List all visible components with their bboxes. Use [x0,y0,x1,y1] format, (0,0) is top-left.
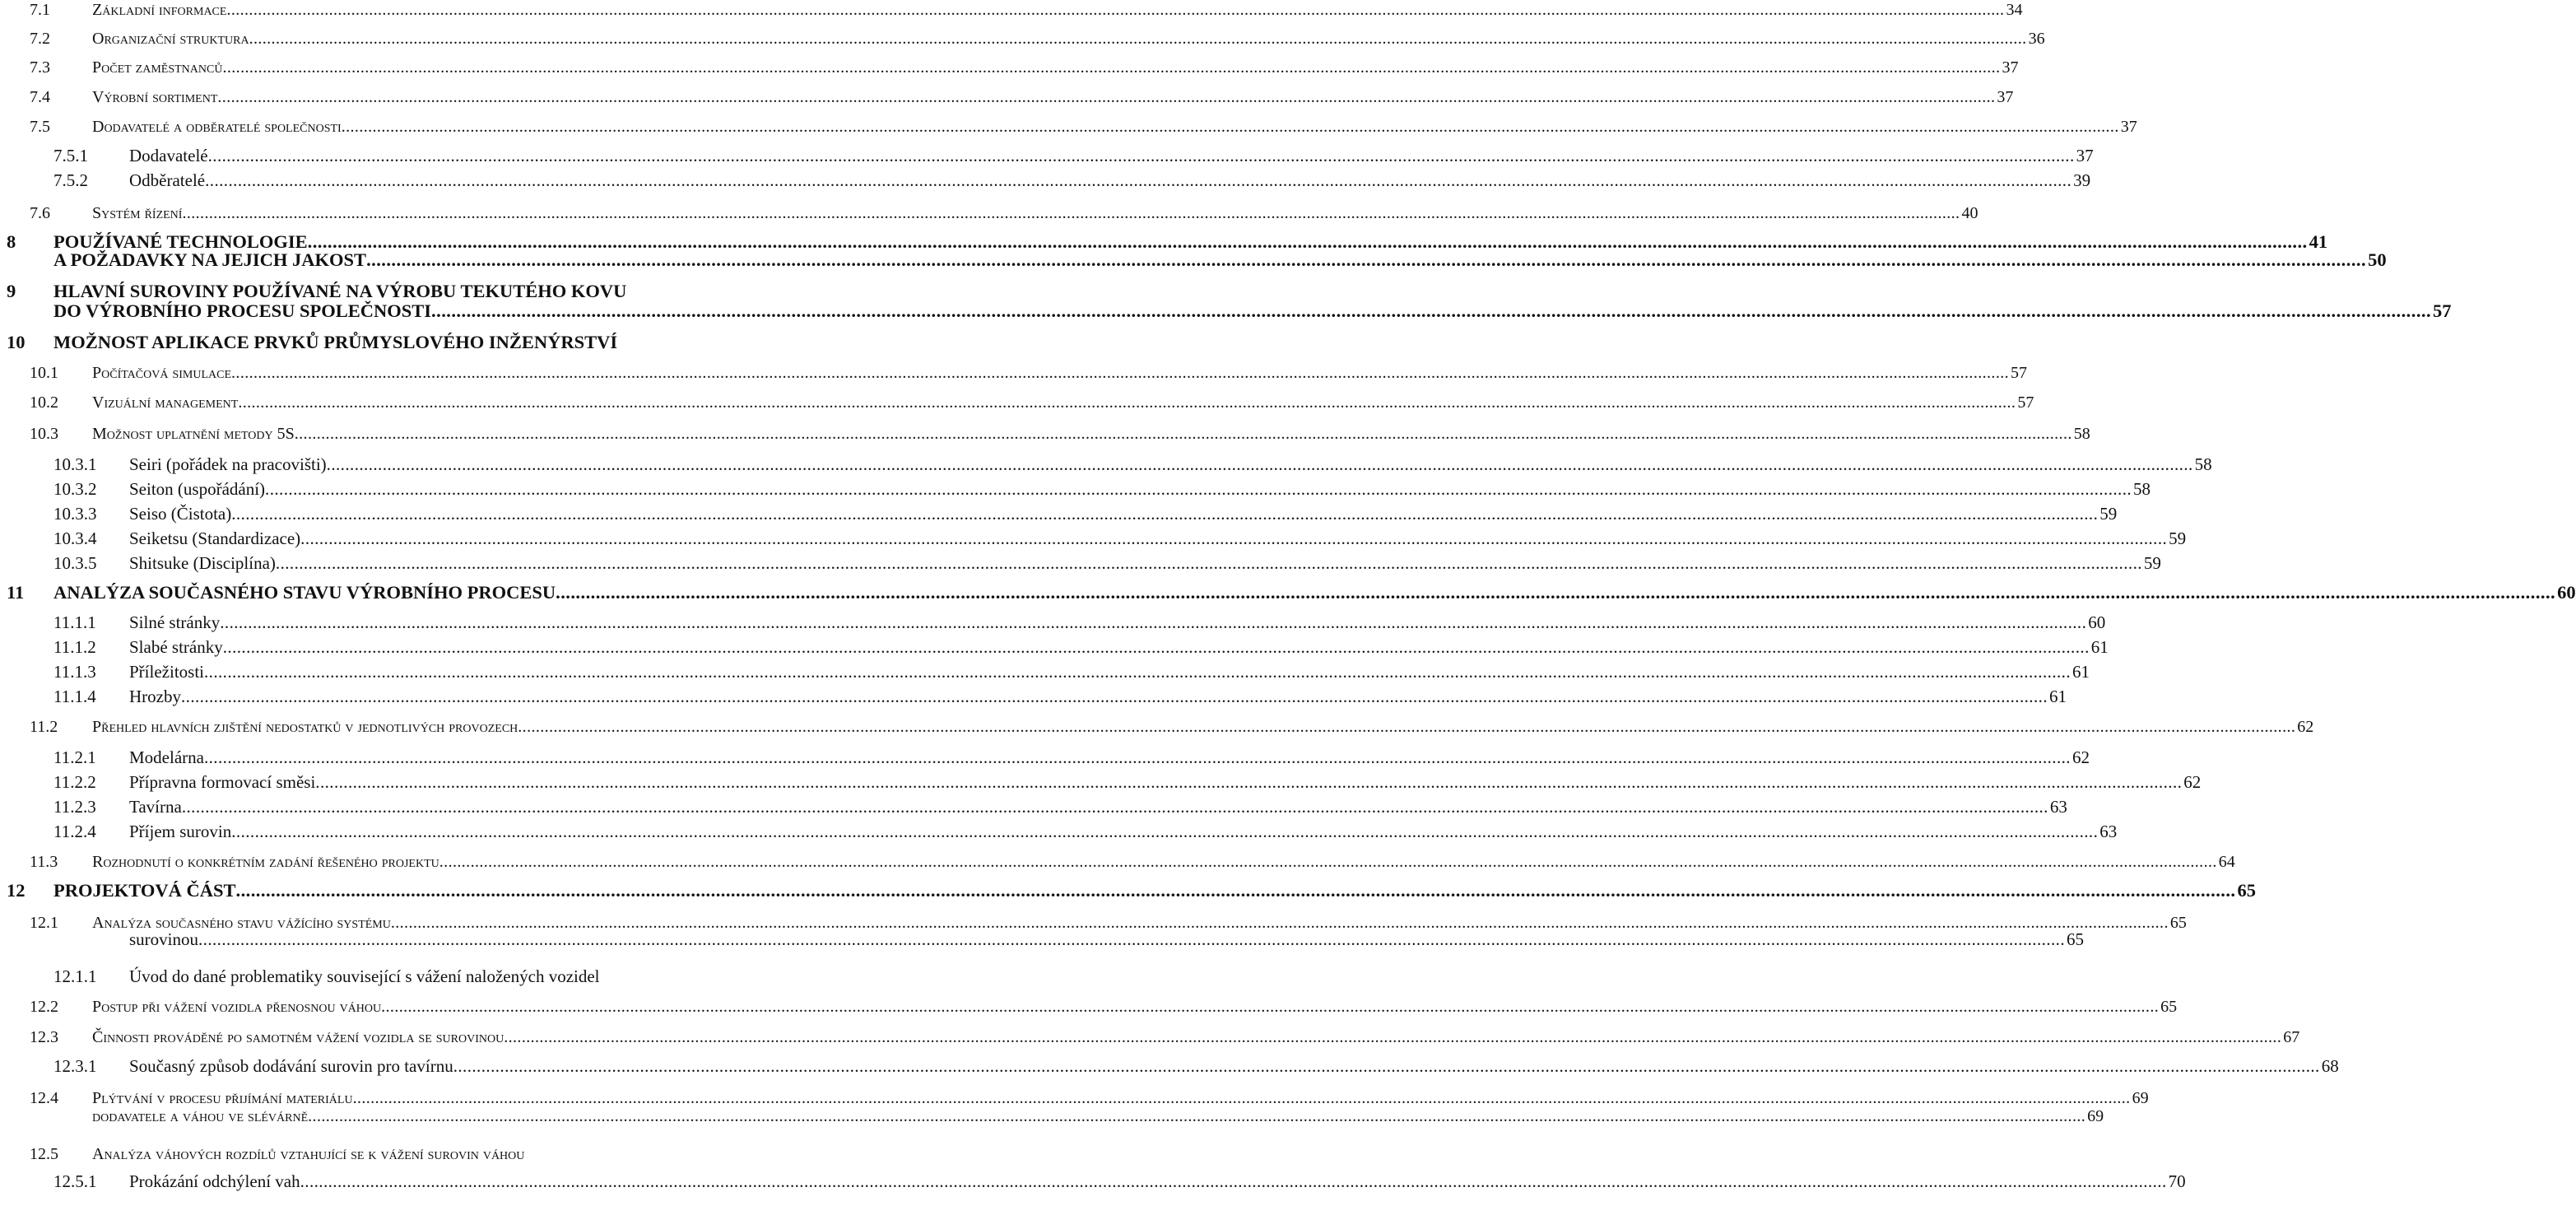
toc-entry-number: 8 [7,230,16,252]
toc-entry[interactable] [0,1049,2339,1077]
toc-entry-number: 11.2 [30,718,58,736]
toc-entry-title: Počet zaměstnanců [92,58,223,77]
dot-leader: ................................................................................................................................................................................................................................................................................................................................................................................................................ [249,30,2027,48]
toc-entry-number: 12.5 [30,1145,58,1163]
toc-entry[interactable] [0,546,2161,574]
toc-page-number: 39 [2073,170,2091,190]
toc-entry-number: 11.1.1 [53,612,96,632]
toc-entry-title: PROJEKTOVÁ ČÁST [53,879,236,901]
toc-entry[interactable] [0,765,2202,793]
toc-entry[interactable] [0,300,2452,353]
toc-page-number: 57 [2011,364,2028,382]
toc-entry-number: 7.2 [30,30,50,48]
dot-leader: ................................................................................................................................................................................................................................................................................................................................................................................................................ [431,300,2432,321]
toc-page-number: 58 [2133,479,2151,499]
toc-entry-number: 7.5.1 [53,146,88,165]
toc-entry-title: ANALÝZA SOUČASNÉHO STAVU VÝROBNÍHO PROCESU [53,581,556,603]
toc-entry[interactable] [0,249,2387,302]
dot-leader: ................................................................................................................................................................................................................................................................................................................................................................................................................ [326,454,2193,474]
dot-leader: ................................................................................................................................................................................................................................................................................................................................................................................................................ [204,662,2071,682]
dot-leader: ................................................................................................................................................................................................................................................................................................................................................................................................................ [217,88,1996,106]
toc-page-number: 65 [2237,879,2256,901]
toc-entry[interactable] [0,575,2576,603]
toc-entry[interactable] [0,384,2034,412]
toc-entry[interactable] [0,630,2109,658]
toc-entry[interactable] [0,225,2328,253]
dot-leader: ................................................................................................................................................................................................................................................................................................................................................................................................................ [181,797,2048,817]
toc-entry-number: 10.1 [30,364,58,382]
toc-page-number: 68 [2321,1056,2339,1076]
toc-page-number: 37 [2120,118,2137,136]
toc-entry-number: 11.1.3 [53,662,96,682]
toc-entry[interactable] [0,1164,2186,1192]
toc-page-number: 69 [2087,1107,2104,1125]
toc-entry-title: Přehled hlavních zjištění nedostatků v jednotlivých provozech [92,718,518,736]
toc-entry[interactable] [0,521,2187,549]
toc-entry-number: 11 [7,581,25,603]
dot-leader: ................................................................................................................................................................................................................................................................................................................................................................................................................ [366,249,2367,270]
toc-entry-number: 11.1.4 [53,687,96,706]
toc-entry[interactable] [0,814,2118,842]
dot-leader: ................................................................................................................................................................................................................................................................................................................................................................................................................ [315,772,2183,792]
toc-page-number: 62 [2071,747,2090,767]
toc-entry-title: Slabé stránky [129,637,223,657]
toc-page-number: 60 [2557,581,2576,603]
toc-entry-title: Silné stránky [129,612,221,632]
toc-entry-number: 11.1.2 [53,637,96,657]
toc-page-number: 40 [1961,204,1978,222]
toc-entry-title-continued: DO VÝROBNÍHO PROCESU SPOLEČNOSTI [53,300,432,321]
dot-leader: ................................................................................................................................................................................................................................................................................................................................................................................................................ [381,998,2160,1016]
dot-leader: ................................................................................................................................................................................................................................................................................................................................................................................................................ [308,1107,2086,1125]
toc-entry-number: 9 [7,280,16,301]
toc-entry-title: Postup při vážení vozidla přenosnou váhou [92,998,382,1016]
dot-leader: ................................................................................................................................................................................................................................................................................................................................................................................................................ [198,929,2065,949]
toc-page-number: 58 [2194,454,2212,474]
toc-page-number: 59 [2169,528,2187,548]
toc-entry-title: Seiso (Čistota) [129,504,232,524]
toc-entry-title: Modelárna [129,747,204,767]
dot-leader: ................................................................................................................................................................................................................................................................................................................................................................................................................ [453,1056,2320,1076]
toc-page-number: 65 [2067,929,2084,949]
toc-entry[interactable] [0,21,2045,49]
dot-leader: ................................................................................................................................................................................................................................................................................................................................................................................................................ [265,479,2132,499]
dot-leader: ................................................................................................................................................................................................................................................................................................................................................................................................................ [300,1171,2167,1191]
dot-leader: ................................................................................................................................................................................................................................................................................................................................................................................................................ [220,612,2087,632]
toc-entry[interactable] [0,844,2235,872]
toc-page-number: 57 [2017,393,2034,412]
dot-leader: ................................................................................................................................................................................................................................................................................................................................................................................................................ [231,504,2099,524]
dot-leader: ................................................................................................................................................................................................................................................................................................................................................................................................................ [182,204,1960,222]
toc-entry-title: Seiri (pořádek na pracovišti) [129,454,327,474]
toc-page-number: 37 [1997,88,2014,106]
dot-leader: ................................................................................................................................................................................................................................................................................................................................................................................................................ [341,118,2119,136]
toc-entry-title: Shitsuke (Disciplína) [129,553,276,573]
toc-entry-number: 7.6 [30,204,50,222]
dot-leader: ................................................................................................................................................................................................................................................................................................................................................................................................................ [205,170,2072,190]
toc-entry[interactable] [0,873,2256,901]
toc-entry-number: 12.1.1 [53,966,97,986]
dot-leader: ................................................................................................................................................................................................................................................................................................................................................................................................................ [518,718,2296,736]
toc-page-number: 57 [2433,300,2452,321]
toc-entry-number: 12.1 [30,914,58,932]
toc-entry[interactable] [0,605,2106,633]
toc-entry[interactable] [0,416,2090,444]
toc-entry-number: 7.5 [30,118,50,136]
toc-entry[interactable] [0,989,2178,1017]
toc-entry-number: 7.3 [30,58,50,77]
dot-leader: ................................................................................................................................................................................................................................................................................................................................................................................................................ [222,637,2090,657]
toc-entry[interactable] [0,138,2094,166]
dot-leader: ................................................................................................................................................................................................................................................................................................................................................................................................................ [275,553,2142,573]
toc-entry[interactable] [0,654,2090,682]
toc-page-number: 50 [2368,249,2387,270]
toc-entry[interactable] [0,79,2014,107]
toc-entry-number: 10.3.1 [53,454,97,474]
toc-page-number: 65 [2160,998,2178,1016]
toc-entry-title: Činnosti prováděné po samotném vážení vozidla se surovinou [92,1028,505,1046]
dot-leader: ................................................................................................................................................................................................................................................................................................................................................................................................................ [352,1089,2131,1107]
dot-leader: ................................................................................................................................................................................................................................................................................................................................................................................................................ [180,687,2048,706]
toc-entry[interactable] [0,49,2019,77]
toc-entry-title: Seiketsu (Standardizace) [129,528,301,548]
toc-page-number: 61 [2072,662,2090,682]
toc-page-number: 37 [2076,146,2094,165]
toc-entry[interactable] [0,163,2091,191]
dot-leader: ................................................................................................................................................................................................................................................................................................................................................................................................................ [235,879,2236,901]
toc-entry[interactable] [0,447,2212,475]
toc-entry-title-continued: A POŽADAVKY NA JEJICH JAKOST [53,249,367,270]
toc-entry-number: 12.5.1 [53,1171,97,1191]
toc-entry[interactable] [0,929,2084,987]
toc-entry[interactable] [0,789,2067,817]
dot-leader: ................................................................................................................................................................................................................................................................................................................................................................................................................ [556,581,2556,603]
toc-entry-number: 10.2 [30,393,58,412]
toc-page-number: 41 [2309,230,2328,252]
toc-entry-title: Příležitosti [129,662,204,682]
toc-entry-title: POUŽÍVANÉ TECHNOLOGIE [53,230,308,252]
toc-entry-title: Analýza současného stavu vážícího systému [92,914,391,932]
toc-entry-number: 12.3.1 [53,1056,97,1076]
toc-entry-number: 10.3 [30,425,58,443]
toc-entry-title: Základní informace [92,1,227,19]
toc-page-number: 59 [2143,553,2161,573]
toc-entry-number: 12.3 [30,1028,58,1046]
toc-entry-title: Dodavatelé a odběratelé společnosti [92,118,342,136]
toc-entry-title: Prokázání odchýlení vah [129,1171,300,1191]
dot-leader: ................................................................................................................................................................................................................................................................................................................................................................................................................ [203,747,2071,767]
dot-leader: ................................................................................................................................................................................................................................................................................................................................................................................................................ [207,146,2075,165]
toc-entry-number: 10.3.3 [53,504,97,524]
toc-entry-title: Tavírna [129,797,182,817]
toc-page-number: 62 [2297,718,2314,736]
toc-entry-title: Počítačová simulace [92,364,232,382]
toc-entry-number: 10.3.2 [53,479,97,499]
toc-page-number: 69 [2132,1089,2149,1107]
dot-leader: ................................................................................................................................................................................................................................................................................................................................................................................................................ [294,425,2072,443]
toc-entry-title: Dodavatelé [129,146,208,165]
toc-entry-number: 7.4 [30,88,50,106]
toc-entry-title: Přípravna formovací směsi [129,772,316,792]
toc-page-number: 62 [2183,772,2202,792]
dot-leader: ................................................................................................................................................................................................................................................................................................................................................................................................................ [300,528,2168,548]
toc-entry-title: Plýtvání v procesu přijímání materiálu [92,1089,353,1107]
toc-entry-number: 11.2.1 [53,747,96,767]
toc-page-number: 37 [2002,58,2019,77]
toc-page-number: 58 [2073,425,2090,443]
toc-page-number: 36 [2028,30,2045,48]
toc-entry-title: Vizuální management [92,393,239,412]
dot-leader: ................................................................................................................................................................................................................................................................................................................................................................................................................ [231,822,2099,841]
toc-entry-number: 12.4 [30,1089,58,1107]
toc-entry-title: Současný způsob dodávání surovin pro tavírnu [129,1056,453,1076]
toc-entry-title: Možnost uplatnění metody 5S [92,425,295,443]
dot-leader: ................................................................................................................................................................................................................................................................................................................................................................................................................ [439,853,2217,871]
toc-entry[interactable] [0,195,1978,223]
toc-entry-number: 12.2 [30,998,58,1016]
toc-entry-title: Analýza váhových rozdílů vztahující se k vážení surovin váhou [92,1145,525,1163]
toc-entry-number: 10 [7,331,26,352]
toc-entry[interactable] [0,905,2187,933]
toc-page-number: 61 [2048,687,2067,706]
toc-entry-title: Systém řízení [92,204,183,222]
toc-entry-title: MOŽNOST APLIKACE PRVKŮ PRŮMYSLOVÉHO INŽENÝRSTVÍ [53,331,618,352]
toc-page-number: 65 [2169,914,2187,932]
toc-page-number: 63 [2049,797,2067,817]
dot-leader: ................................................................................................................................................................................................................................................................................................................................................................................................................ [238,393,2016,412]
toc-entry[interactable] [0,679,2067,707]
toc-entry-number: 11.3 [30,853,58,871]
toc-entry[interactable] [0,355,2028,383]
toc-entry-number: 11.2.3 [53,797,96,817]
toc-entry-number: 11.2.4 [53,822,96,841]
dot-leader: ................................................................................................................................................................................................................................................................................................................................................................................................................ [390,914,2169,932]
toc-page-number: 63 [2099,822,2118,841]
toc-page-number: 64 [2218,853,2235,871]
toc-entry-title: Seiton (uspořádání) [129,479,266,499]
toc-entry-number: 7.5.2 [53,170,88,190]
toc-entry[interactable] [0,740,2090,768]
toc-entry-number: 10.3.5 [53,553,97,573]
toc-page-number: 59 [2099,504,2118,524]
toc-entry-title: Úvod do dané problematiky související s vážení naložených vozidel [129,966,600,986]
toc-entry-title: Příjem surovin [129,822,232,841]
toc-entry[interactable] [0,496,2118,524]
toc-entry[interactable] [0,1019,2300,1047]
toc-entry-title-continued: dodavatele a váhou ve slévárně [92,1107,309,1125]
toc-page-number: 60 [2088,612,2106,632]
toc-entry-title: HLAVNÍ SUROVINY POUŽÍVANÉ NA VÝROBU TEKUTÉHO KOVU [53,280,627,301]
toc-entry-title: Organizační struktura [92,30,249,48]
toc-entry-number: 11.2.2 [53,772,96,792]
toc-entry-title: Rozhodnutí o konkrétním zadání řešeného projektu [92,853,439,871]
toc-entry[interactable] [0,1080,2149,1108]
toc-entry[interactable] [0,472,2151,500]
toc-entry[interactable] [0,709,2314,737]
dot-leader: ................................................................................................................................................................................................................................................................................................................................................................................................................ [231,364,2010,382]
toc-page-number: 67 [2283,1028,2300,1046]
toc-page-number: 61 [2090,637,2109,657]
dot-leader: ................................................................................................................................................................................................................................................................................................................................................................................................................ [222,58,2001,77]
toc-entry-title: Výrobní sortiment [92,88,218,106]
toc-entry-title: Odběratelé [129,170,206,190]
dot-leader: ................................................................................................................................................................................................................................................................................................................................................................................................................ [226,1,2005,19]
toc-page-number: 70 [2168,1171,2186,1191]
toc-entry[interactable] [0,1107,2104,1164]
toc-entry-title: Hrozby [129,687,181,706]
toc-entry-number: 12 [7,879,26,901]
dot-leader: ................................................................................................................................................................................................................................................................................................................................................................................................................ [307,230,2308,252]
toc-entry-number: 10.3.4 [53,528,97,548]
toc-entry[interactable] [0,109,2137,137]
toc-entry[interactable] [0,0,2023,20]
toc-entry-number: 7.1 [30,1,50,19]
toc-entry-title-continued: surovinou [129,929,198,949]
toc-page-number: 34 [2006,1,2023,19]
dot-leader: ................................................................................................................................................................................................................................................................................................................................................................................................................ [504,1028,2282,1046]
